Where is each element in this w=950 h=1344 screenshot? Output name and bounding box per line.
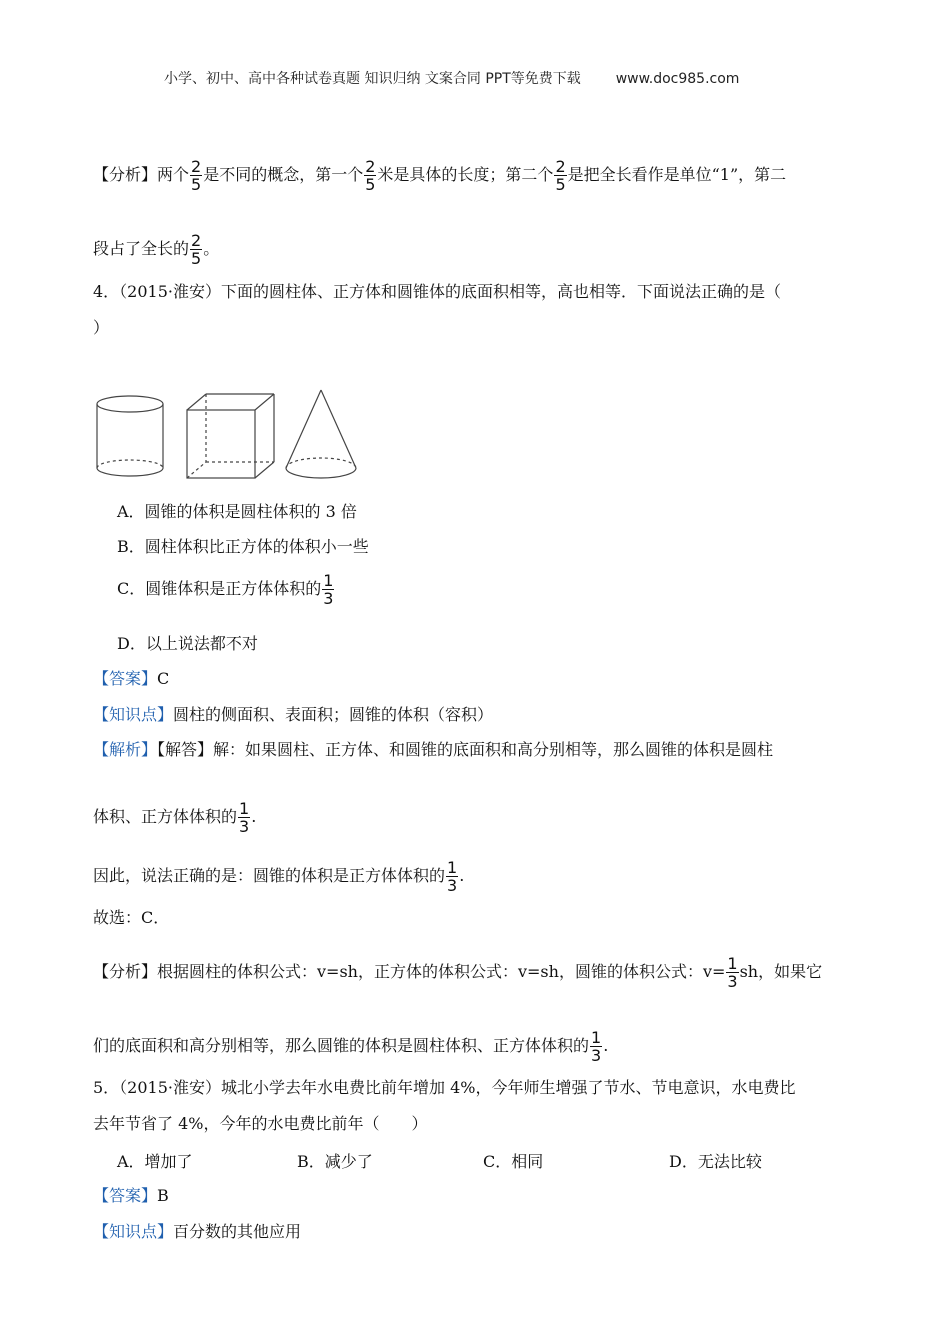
q4-figures bbox=[90, 388, 370, 484]
fraction-two-fifths: $\frac{2}{5}$ bbox=[365, 157, 376, 194]
header-text: 小学、初中、高中各种试卷真题 知识归纳 文案合同 PPT等免费下载 bbox=[164, 71, 581, 87]
q5-option-c[interactable]: C．相同 bbox=[483, 1152, 544, 1171]
q4-option-a[interactable]: A．圆锥的体积是圆柱体积的 3 倍 bbox=[117, 502, 357, 521]
q4-solution-line-1: 【解析】【解答】解：如果圆柱、正方体、和圆锥的底面积和高分别相等，那么圆锥的体积是圆柱 bbox=[93, 740, 774, 759]
fraction-two-fifths: $\frac{2}{5}$ bbox=[191, 157, 202, 194]
prev-analysis-line-1: 【分析】两个 $\frac{2}{5}$ 是不同的概念，第一个 $\frac{2}{5}$ 米是具体的长度；第二个 $\frac{2}{5}$ 是把全长看作是单位“1”，第二 bbox=[93, 157, 787, 194]
fraction-one-third: $\frac{1}{3}$ bbox=[727, 954, 738, 991]
answer-value: C bbox=[157, 669, 170, 688]
q4-analysis-line-1: 【分析】根据圆柱的体积公式：v=sh，正方体的体积公式：v=sh，圆锥的体积公式：v= $\frac{1}{3}$ sh，如果它 bbox=[93, 954, 823, 991]
q4-answer bbox=[93, 667, 169, 691]
solution-tag: 【解析】 bbox=[93, 740, 158, 759]
cone-icon bbox=[286, 390, 356, 478]
q5-stem-line-1: 5．（2015·淮安）城北小学去年水电费比前年增加 4%，今年师生增强了节水、节电意识，水电费比 bbox=[93, 1078, 796, 1097]
fraction-one-third: $\frac{1}{3}$ bbox=[323, 571, 334, 608]
analysis-tag: 【分析】 bbox=[93, 962, 158, 981]
answer-tag: 【答案】 bbox=[93, 669, 158, 688]
q4-stem-line-2: ） bbox=[93, 318, 110, 337]
fraction-two-fifths: $\frac{2}{5}$ bbox=[555, 157, 566, 194]
cube-icon bbox=[187, 394, 274, 478]
fraction-one-third: $\frac{1}{3}$ bbox=[447, 858, 458, 895]
header-site[interactable]: www.doc985.com bbox=[615, 71, 740, 87]
q5-option-d[interactable]: D．无法比较 bbox=[669, 1152, 762, 1171]
q4-option-c[interactable]: C．圆锥体积是正方体体积的 $\frac{1}{3}$ bbox=[117, 571, 334, 608]
q5-option-a[interactable]: A．增加了 bbox=[117, 1152, 193, 1171]
answer-tag: 【答案】 bbox=[93, 1186, 158, 1205]
q4-option-b[interactable]: B．圆柱体积比正方体的体积小一些 bbox=[117, 537, 369, 556]
analysis-tag: 【分析】 bbox=[93, 165, 158, 184]
q4-analysis-line-2: 们的底面积和高分别相等，那么圆锥的体积是圆柱体积、正方体体积的 $\frac{1}{3}$ . bbox=[93, 1028, 609, 1065]
fraction-two-fifths: $\frac{2}{5}$ bbox=[191, 231, 202, 268]
knowledge-tag: 【知识点】 bbox=[93, 1222, 174, 1241]
q5-stem-line-2: 去年节省了 4%，今年的水电费比前年（ ） bbox=[93, 1114, 428, 1133]
cylinder-icon bbox=[97, 396, 163, 476]
page-header bbox=[164, 68, 739, 88]
prev-analysis-line-2: 段占了全长的 $\frac{2}{5}$ 。 bbox=[93, 231, 220, 268]
q5-answer bbox=[93, 1184, 169, 1208]
q4-solution-line-2: 体积、正方体体积的 $\frac{1}{3}$ . bbox=[93, 799, 257, 836]
q4-option-d[interactable]: D．以上说法都不对 bbox=[117, 634, 258, 653]
fraction-one-third: $\frac{1}{3}$ bbox=[591, 1028, 602, 1065]
fraction-one-third: $\frac{1}{3}$ bbox=[239, 799, 250, 836]
knowledge-tag: 【知识点】 bbox=[93, 705, 174, 724]
q4-solution-line-3: 因此，说法正确的是：圆锥的体积是正方体体积的 $\frac{1}{3}$ . bbox=[93, 858, 465, 895]
q4-knowledge-point: 【知识点】圆柱的侧面积、表面积；圆锥的体积（容积） bbox=[93, 705, 494, 724]
q5-option-b[interactable]: B．减少了 bbox=[297, 1152, 373, 1171]
q4-stem-line-1: 4．（2015·淮安）下面的圆柱体、正方体和圆锥体的底面积相等，高也相等．下面说法正确的是（ bbox=[93, 282, 781, 301]
q4-solution-line-4: 故选：C． bbox=[93, 908, 170, 927]
q5-knowledge-point: 【知识点】百分数的其他应用 bbox=[93, 1222, 302, 1241]
answer-value: B bbox=[157, 1186, 169, 1205]
